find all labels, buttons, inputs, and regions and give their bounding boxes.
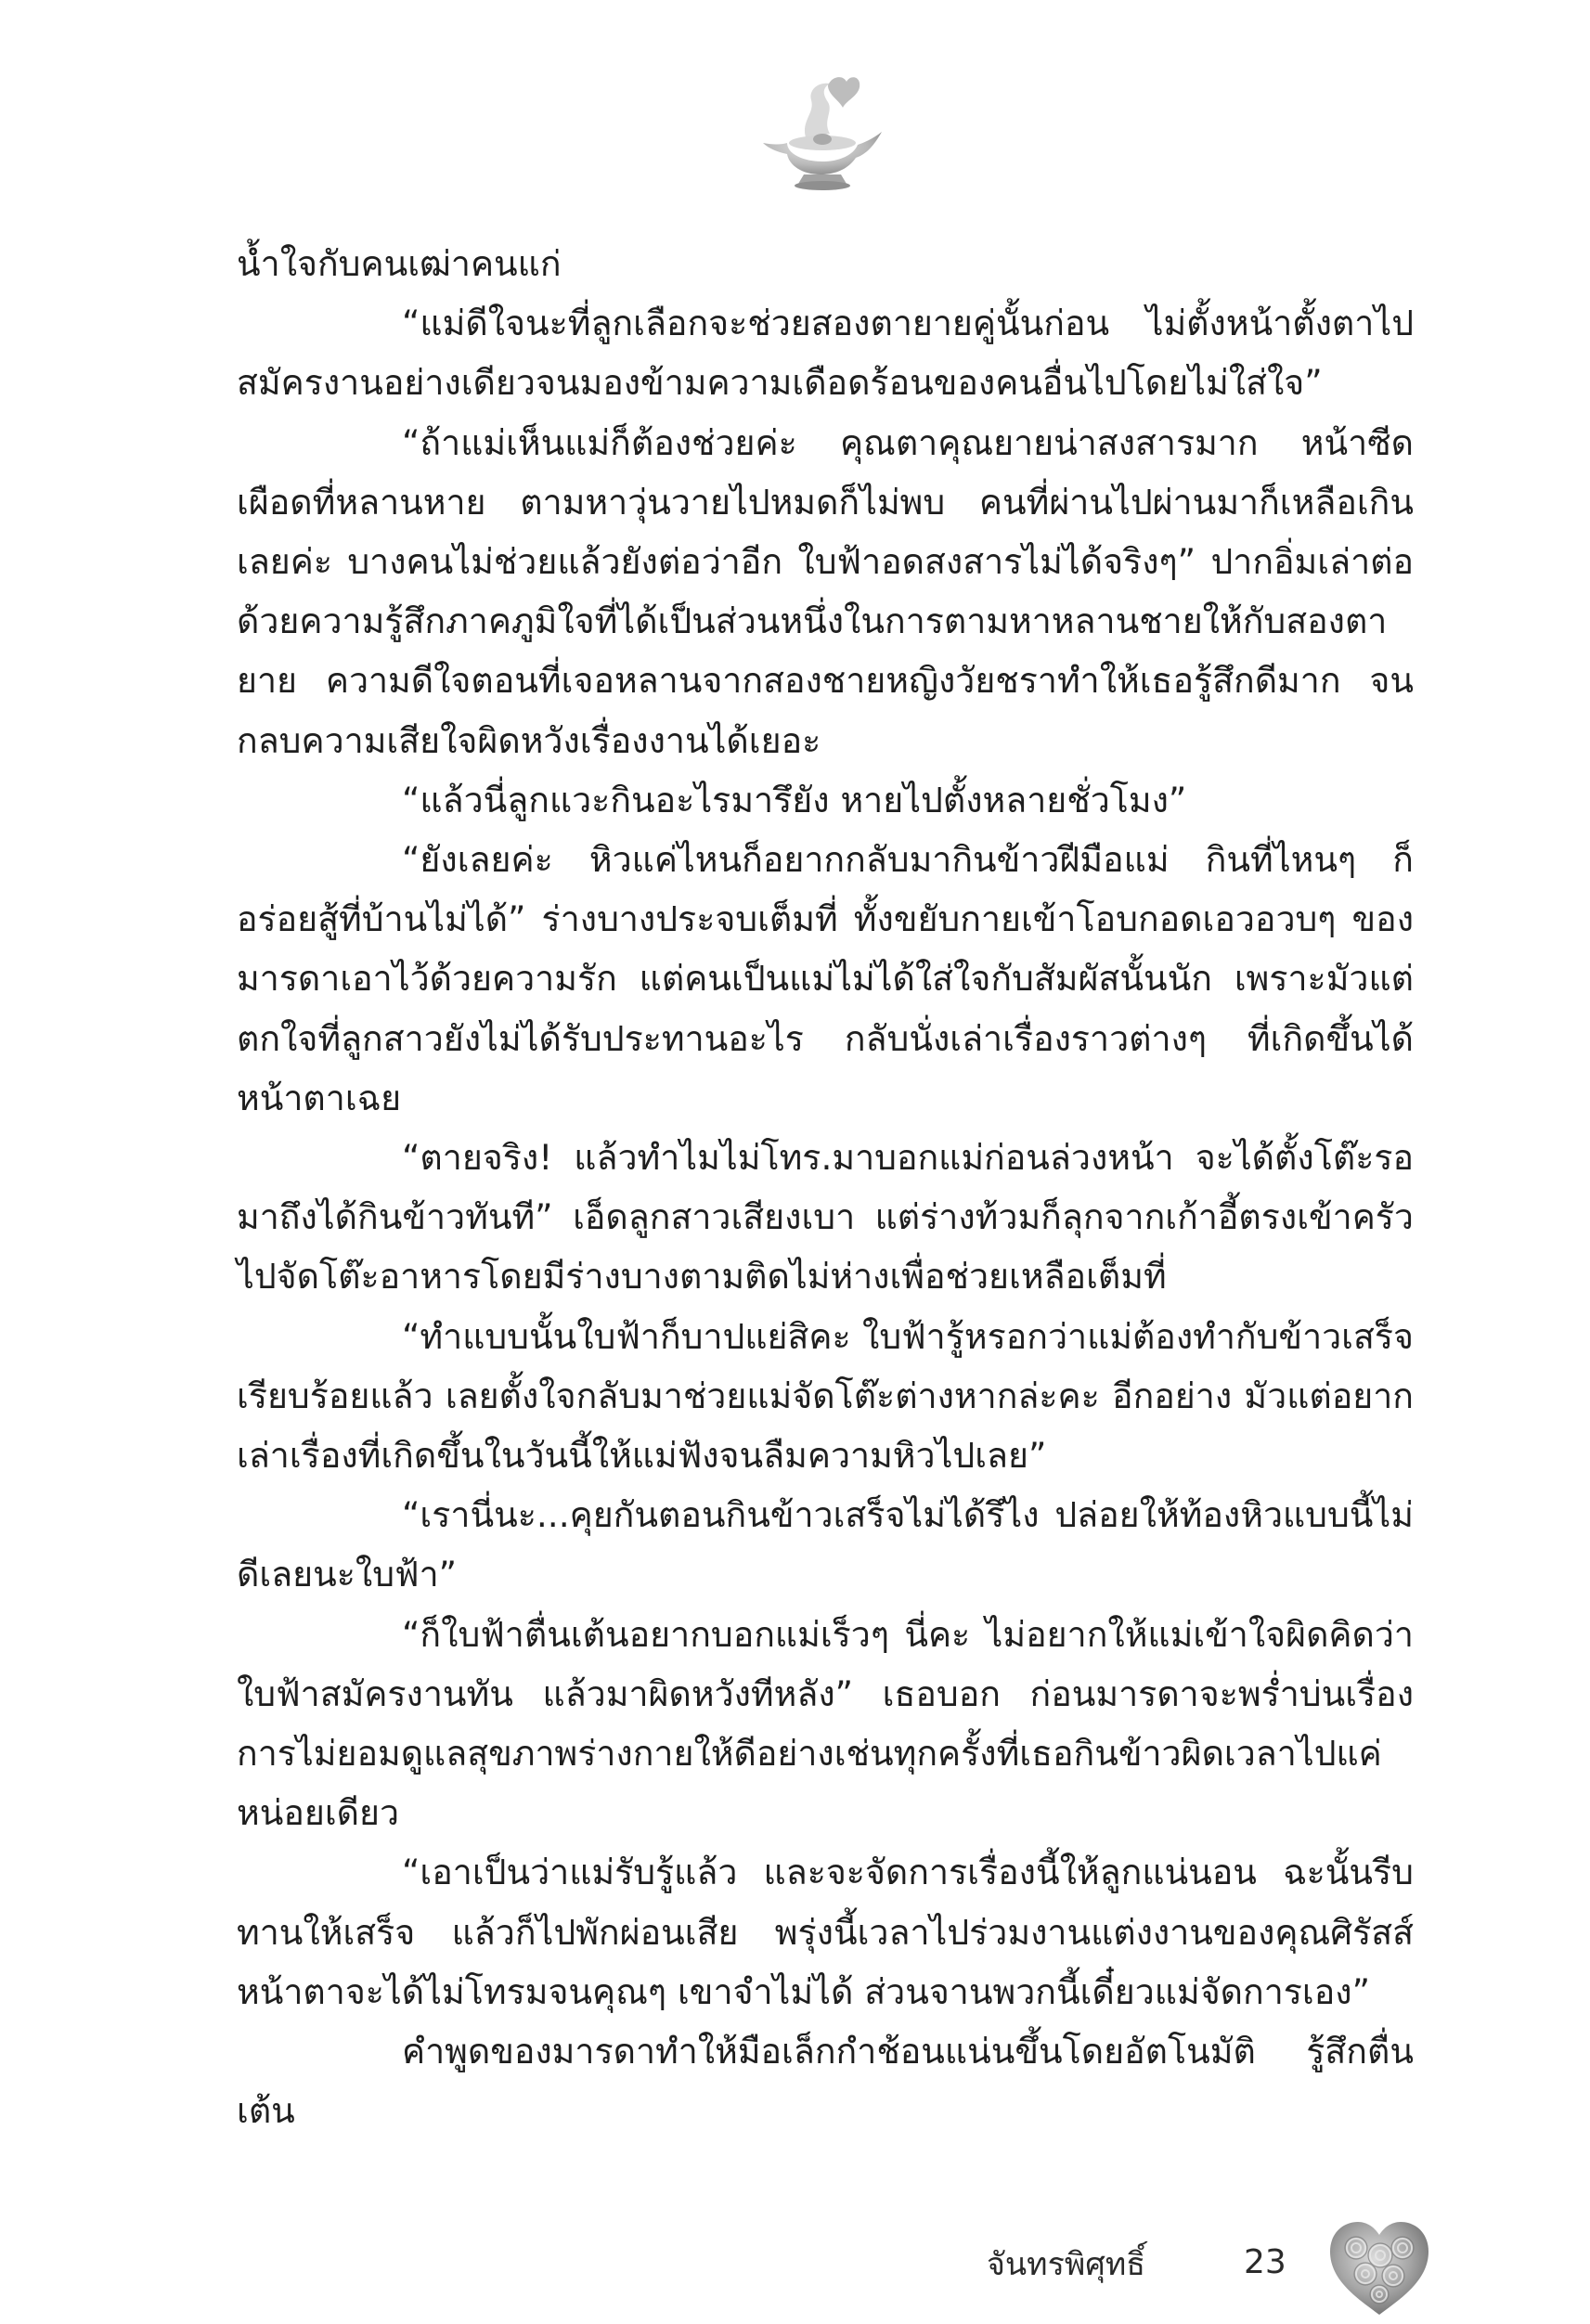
paragraph: “ก็ใบฟ้าตื่นเต้นอยากบอกแม่เร็วๆ นี่คะ ไม่อยากให้แม่เข้าใจผิดคิดว่าใบฟ้าสมัครงานทัน แล้วมาผิดหวังทีหลัง” เธอบอก ก่อนมารดาจะพร่ำบ่นเรื่องการไม่ยอมดูแลสุขภาพร่างกายให้ดีอย่างเช่นทุกครั้งที่เธอกินข้าวผิดเวลาไปแค่หน่อยเดียว [237, 1613, 1414, 1834]
page-number: 23 [1244, 2243, 1286, 2281]
paragraph: คำพูดของมารดาทำให้มือเล็กกำช้อนแน่นขึ้นโดยอัตโนมัติ รู้สึกตื่นเต้น [237, 2031, 1414, 2132]
paragraph: น้ำใจกับคนเฒ่าคนแก่ [237, 243, 562, 284]
paragraph: “ทำแบบนั้นใบฟ้าก็บาปแย่สิคะ ใบฟ้ารู้หรอกว่าแม่ต้องทำกับข้าวเสร็จเรียบร้อยแล้ว เลยตั้งใจกลับมาช่วยแม่จัดโต๊ะต่างหากล่ะคะ อีกอย่าง มัวแต่อยากเล่าเรื่องที่เกิดขึ้นในวันนี้ให้แม่ฟังจนลืมความหิวไปเลย” [237, 1315, 1414, 1477]
genie-lamp-ornament-icon [750, 65, 889, 204]
paragraph: “ถ้าแม่เห็นแม่ก็ต้องช่วยค่ะ คุณตาคุณยายน่าสงสารมาก หน้าซีดเผือดที่หลานหาย ตามหาวุ่นวายไปหมดก็ไม่พบ คนที่ผ่านไปผ่านมาก็เหลือเกินเลยค่ะ บางคนไม่ช่วยแล้วยังต่อว่าอีก ใบฟ้าอดสงสารไม่ได้จริงๆ” ปากอิ่มเล่าต่อด้วยความรู้สึกภาคภูมิใจที่ได้เป็นส่วนหนึ่งในการตามหาหลานชายให้กับสองตายาย ความดีใจตอนที่เจอหลานจากสองชายหญิงวัยชราทำให้เธอรู้สึกดีมาก จนกลบความเสียใจผิดหวังเรื่องงานได้เยอะ [237, 421, 1414, 761]
paragraph: “เอาเป็นว่าแม่รับรู้แล้ว และจะจัดการเรื่องนี้ให้ลูกแน่นอน ฉะนั้นรีบทานให้เสร็จ แล้วก็ไปพักผ่อนเสีย พรุ่งนี้เวลาไปร่วมงานแต่งงานของคุณศิรัสส์ หน้าตาจะได้ไม่โทรมจนคุณๆ เขาจำไม่ได้ ส่วนจานพวกนี้เดี๋ยวแม่จัดการเอง” [237, 1852, 1414, 2012]
paragraph: “เรานี่นะ...คุยกันตอนกินข้าวเสร็จไม่ได้รึไง ปล่อยให้ท้องหิวแบบนี้ไม่ดีเลยนะใบฟ้า” [237, 1494, 1414, 1595]
book-title: จันทรพิศุทธิ์ [987, 2246, 1145, 2283]
paragraph: “ตายจริง! แล้วทำไมไม่โทร.มาบอกแม่ก่อนล่วงหน้า จะได้ตั้งโต๊ะรอมาถึงได้กินข้าวทันที” เอ็ดลูกสาวเสียงเบา แต่ร่างท้วมก็ลุกจากเก้าอี้ตรงเข้าครัวไปจัดโต๊ะอาหารโดยมีร่างบางตามติดไม่ห่างเพื่อช่วยเหลือเต็มที่ [237, 1137, 1414, 1298]
rose-heart-icon [1323, 2211, 1436, 2324]
paragraph: “ยังเลยค่ะ หิวแค่ไหนก็อยากกลับมากินข้าวฝีมือแม่ กินที่ไหนๆ ก็อร่อยสู้ที่บ้านไม่ได้” ร่างบางประจบเต็มที่ ทั้งขยับกายเข้าโอบกอดเอวอวบๆ ของมารดาเอาไว้ด้วยความรัก แต่คนเป็นแม่ไม่ได้ใส่ใจกับสัมผัสนั้นนัก เพราะมัวแต่ตกใจที่ลูกสาวยังไม่ได้รับประทานอะไร กลับนั่งเล่าเรื่องราวต่างๆ ที่เกิดขึ้นได้หน้าตาเฉย [237, 839, 1414, 1118]
paragraph: “แม่ดีใจนะที่ลูกเลือกจะช่วยสองตายายคู่นั้นก่อน ไม่ตั้งหน้าตั้งตาไปสมัครงานอย่างเดียวจนมองข้ามความเดือดร้อนของคนอื่นไปโดยไม่ใส่ใจ” [237, 303, 1414, 404]
paragraph: “แล้วนี่ลูกแวะกินอะไรมารึยัง หายไปตั้งหลายชั่วโมง” [402, 779, 1187, 820]
story-body [237, 234, 1414, 2141]
